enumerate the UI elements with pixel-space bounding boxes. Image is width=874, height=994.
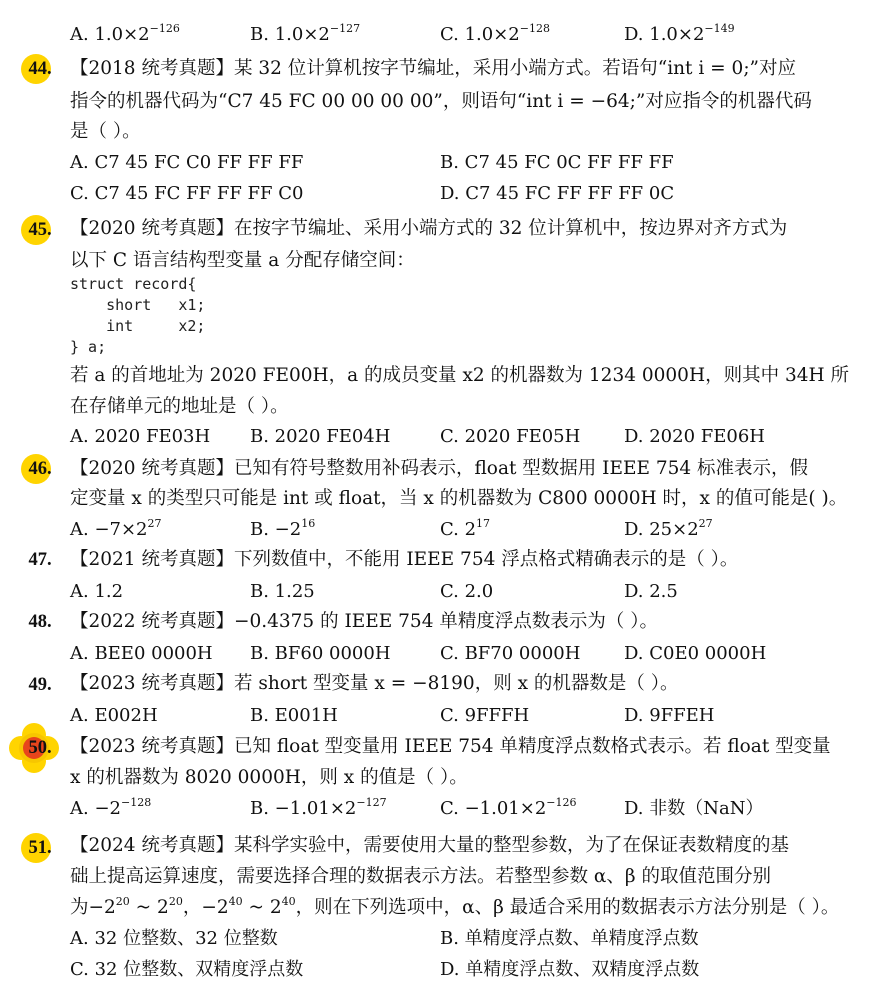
option-d: D. C7 45 FC FF FF FF 0C: [440, 183, 675, 204]
question-text: 指令的机器代码为“C7 45 FC 00 00 00 00”，则语句“int i = −64;”对应指令的机器代码: [70, 91, 812, 112]
question-number: 44.: [28, 59, 52, 79]
option-a: A. 2020 FE03H: [70, 426, 211, 447]
question-text: 【2023 统考真题】已知 float 型变量用 IEEE 754 单精度浮点数格式表示。若 float 型变量: [70, 736, 831, 757]
question-text: 是（ ）。: [70, 121, 141, 142]
q43-option-c: C. $1.0\times 2^{-128}$: [440, 22, 550, 45]
option-a: A. $-2^{-128}$: [70, 796, 152, 819]
option-b: B. E001H: [250, 705, 338, 726]
question-text: 【2022 统考真题】−0.4375 的 IEEE 754 单精度浮点数表示为（ ）。: [70, 611, 658, 632]
question-text: 定变量 x 的类型只可能是 int 或 float，当 x 的机器数为 C800 0000H 时，x 的值可能是( )。: [70, 488, 848, 509]
option-c: C. 2020 FE05H: [440, 426, 581, 447]
option-c: C. BF70 0000H: [440, 643, 581, 664]
option-a: A. E002H: [70, 705, 158, 726]
option-c: C. $2^{17}$: [440, 517, 491, 540]
option-c: C. 9FFFH: [440, 705, 530, 726]
option-a: A. $-7\times 2^{27}$: [70, 517, 162, 540]
code-line: int x2;: [70, 317, 206, 335]
option-a: A. 1.2: [70, 581, 124, 602]
option-d: D. 单精度浮点数、双精度浮点数: [440, 959, 700, 980]
question-text: 【2021 统考真题】下列数值中，不能用 IEEE 754 浮点格式精确表示的是（ ）。: [70, 549, 739, 570]
option-c: C. C7 45 FC FF FF FF C0: [70, 183, 304, 204]
option-d: D. 2.5: [624, 581, 678, 602]
option-a: A. 32 位整数、32 位整数: [70, 928, 278, 949]
option-b: B. $-1.01\times 2^{-127}$: [250, 796, 387, 819]
code-line: } a;: [70, 338, 107, 356]
question-text: 若 a 的首地址为 2020 FE00H，a 的成员变量 x2 的机器数为 1234 0000H，则其中 34H 所: [70, 365, 850, 386]
option-b: B. 2020 FE04H: [250, 426, 391, 447]
option-b: B. C7 45 FC 0C FF FF FF: [440, 152, 674, 173]
question-text: x 的机器数为 8020 0000H，则 x 的值是（ ）。: [70, 767, 468, 788]
question-text: 【2020 统考真题】在按字节编址、采用小端方式的 32 位计算机中，按边界对齐方式为: [70, 218, 788, 239]
question-text: 【2020 统考真题】已知有符号整数用补码表示，float 型数据用 IEEE 754 标准表示，假: [70, 458, 809, 479]
code-line: short x1;: [70, 296, 206, 314]
option-b: B. BF60 0000H: [250, 643, 391, 664]
question-number: 48.: [28, 612, 52, 632]
option-c: C. 2.0: [440, 581, 494, 602]
option-d: D. 2020 FE06H: [624, 426, 765, 447]
question-number: 51.: [28, 838, 52, 858]
option-c: C. $-1.01\times 2^{-126}$: [440, 796, 577, 819]
option-b: B. $-2^{16}$: [250, 517, 316, 540]
question-number: 46.: [28, 459, 52, 479]
option-a: A. C7 45 FC C0 FF FF FF: [70, 152, 304, 173]
option-d: D. $25\times 2^{27}$: [624, 517, 713, 540]
q43-option-b: B. $1.0\times 2^{-127}$: [250, 22, 361, 45]
question-text: 以下 C 语言结构型变量 a 分配存储空间：: [70, 250, 415, 271]
question-text: 在存储单元的地址是（ ）。: [70, 396, 289, 417]
option-d: D. 非数（NaN）: [624, 798, 764, 819]
option-a: A. BEE0 0000H: [70, 643, 213, 664]
question-text: 【2018 统考真题】某 32 位计算机按字节编址，采用小端方式。若语句“int i = 0;”对应: [70, 58, 797, 79]
option-c: C. 32 位整数、双精度浮点数: [70, 959, 304, 980]
q43-option-a: A. $1.0\times 2^{-126}$: [70, 22, 180, 45]
option-b: B. 1.25: [250, 581, 315, 602]
question-text: 为$-2^{20}$ ~ $2^{20}$，$-2^{40}$ ~ $2^{40}$，则在下列选项中，α、β 最适合采用的数据表示方法分别是（ ）。: [70, 895, 840, 918]
question-text: 【2023 统考真题】若 short 型变量 x = −8190，则 x 的机器数是（ ）。: [70, 673, 679, 694]
question-text: 【2024 统考真题】某科学实验中，需要使用大量的整型参数，为了在保证表数精度的基: [70, 835, 789, 856]
option-d: D. C0E0 0000H: [624, 643, 767, 664]
code-line: struct record{: [70, 275, 197, 293]
option-b: B. 单精度浮点数、单精度浮点数: [440, 928, 699, 949]
question-number: 49.: [28, 675, 52, 695]
question-text: 础上提高运算速度，需要选择合理的数据表示方法。若整型参数 α、β 的取值范围分别: [70, 866, 771, 887]
option-d: D. 9FFEH: [624, 705, 715, 726]
question-number: 47.: [28, 550, 52, 570]
question-number: 50.: [28, 738, 52, 758]
question-number: 45.: [28, 220, 52, 240]
q43-option-d: D. $1.0\times 2^{-149}$: [624, 22, 735, 45]
